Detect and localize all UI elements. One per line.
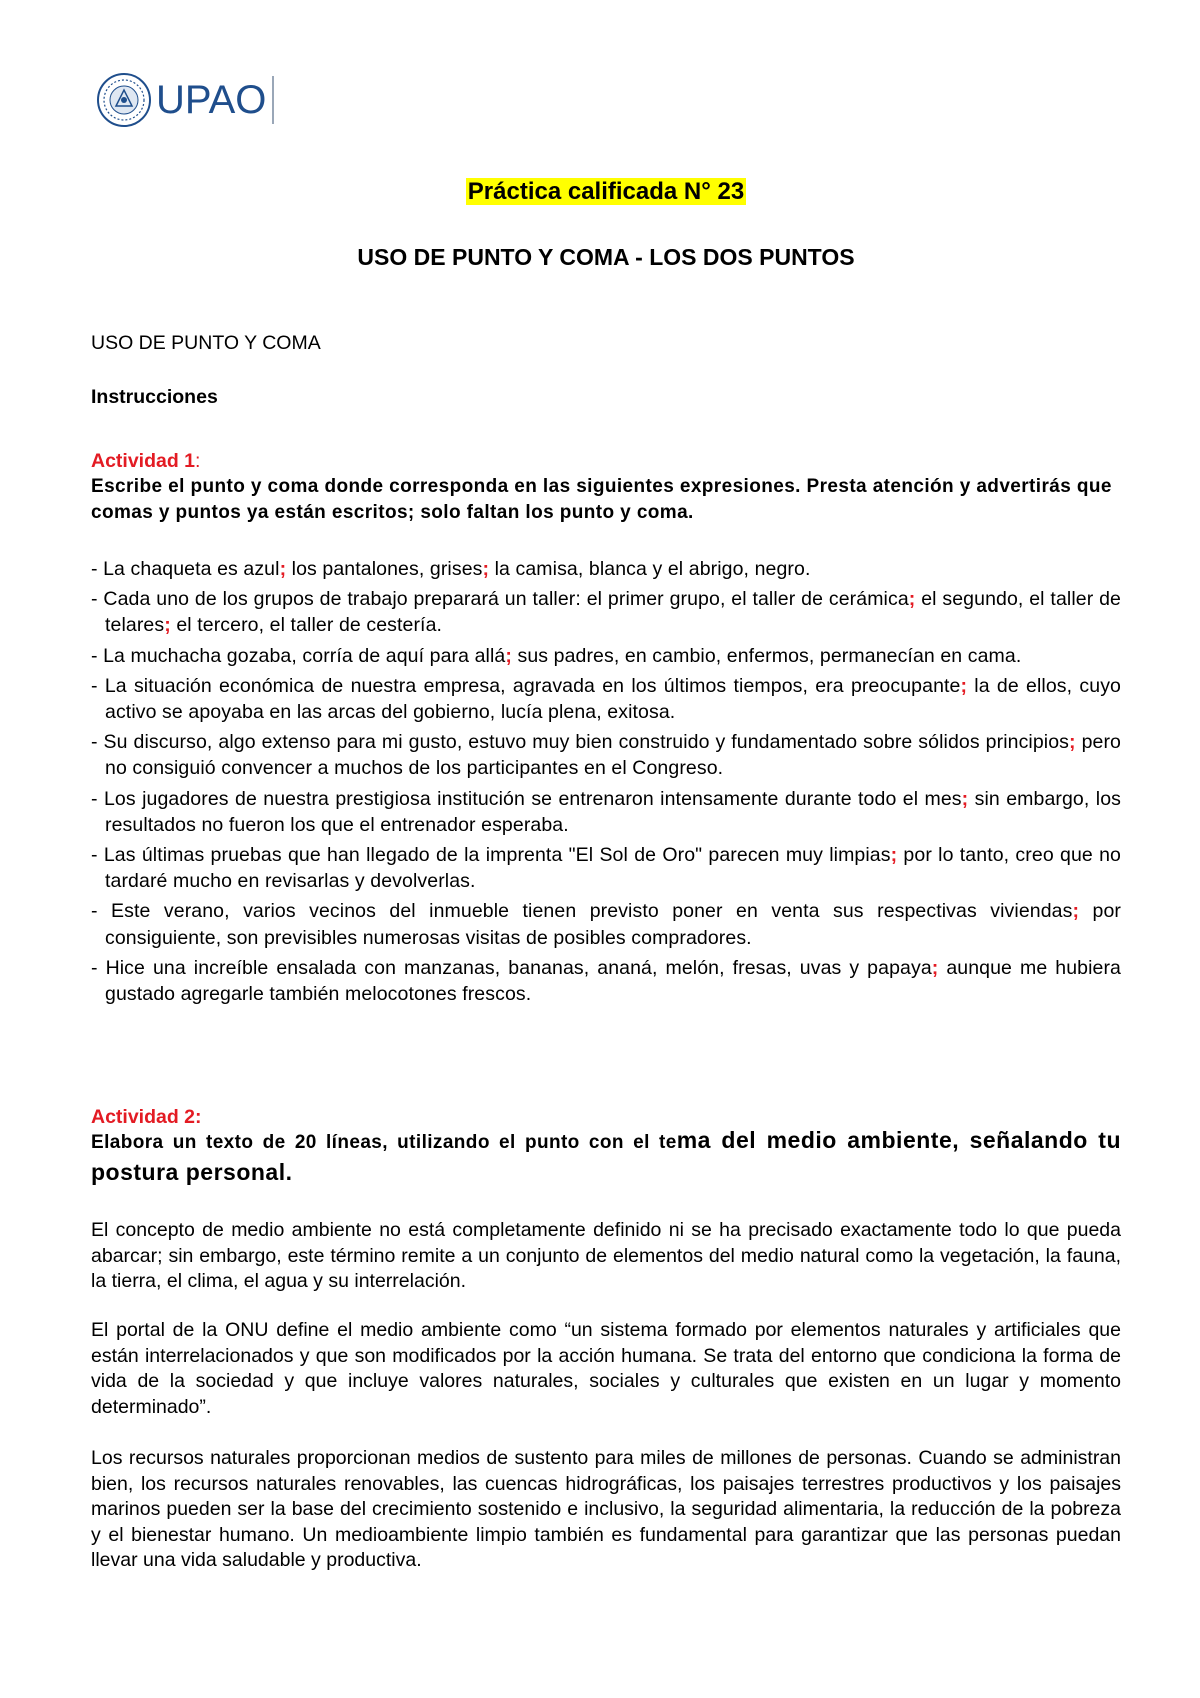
list-item: - La muchacha gozaba, corría de aquí para allá; sus padres, en cambio, enfermos, permanecían en cama.	[91, 644, 1022, 667]
list-item: - La chaqueta es azul; los pantalones, grises; la camisa, blanca y el abrigo, negro.	[91, 558, 811, 580]
paragraph: El portal de la ONU define el medio ambiente como “un sistema formado por elementos naturales y artificiales que están interrelacionados y que son modificados por la acción humana. Se trata del entorno que condiciona la forma de vida de la sociedad y que incluye valores naturales, sociales y culturales que existen en un lugar y momento determinado”.	[91, 1319, 1121, 1418]
document-subtitle: USO DE PUNTO Y COMA - LOS DOS PUNTOS	[357, 244, 855, 270]
logo-divider	[272, 76, 274, 124]
list-item: - Este verano, varios vecinos del inmueble tienen previsto poner en venta sus respectivas viviendas; por consiguiente, son previsibles numerosas visitas de posibles compradores.	[91, 900, 1121, 949]
activity2-label: Actividad 2:	[91, 1106, 202, 1128]
activity1-list	[91, 556, 1121, 1007]
activity2-instruction: Elabora un texto de 20 líneas, utilizando el punto con el tema del medio ambiente, señalando tu postura personal.	[91, 1127, 1121, 1185]
paragraph: Los recursos naturales proporcionan medios de sustento para miles de millones de personas. Cuando se administran bien, los recursos naturales renovables, las cuencas hidrográficas, los paisajes terrestres productivos y los paisajes marinos pueden ser la base del crecimiento sostenido e inclusivo, la seguridad alimentaria, la reducción de la pobreza y el bienestar humano. Un medioambiente limpio también es fundamental para garantizar que las personas puedan llevar una vida saludable y productiva.	[91, 1447, 1121, 1571]
list-item: - Su discurso, algo extenso para mi gusto, estuvo muy bien construido y fundamentado sobre sólidos principios; pero no consiguió convencer a muchos de los participantes en el Congreso.	[91, 731, 1121, 780]
list-item: - Las últimas pruebas que han llegado de la imprenta "El Sol de Oro" parecen muy limpias; por lo tanto, creo que no tardaré mucho en revisarlas y devolverlas.	[91, 844, 1121, 893]
list-item: - Cada uno de los grupos de trabajo preparará un taller: el primer grupo, el taller de cerámica; el segundo, el taller de telares; el tercero, el taller de cestería.	[91, 588, 1122, 637]
list-item: - Los jugadores de nuestra prestigiosa institución se entrenaron intensamente durante todo el mes; sin embargo, los resultados no fueron los que el entrenador esperaba.	[91, 787, 1121, 836]
logo-wordmark: UPAO	[156, 77, 267, 122]
instructions-label: Instrucciones	[91, 386, 218, 408]
list-item: - Hice una increíble ensalada con manzanas, bananas, ananá, melón, fresas, uvas y papaya; aunque me hubiera gustado agregarle también melocotones frescos.	[91, 956, 1121, 1006]
page-title: Práctica calificada N° 23	[467, 178, 745, 205]
university-seal-icon	[96, 72, 152, 128]
section-heading: USO DE PUNTO Y COMA	[91, 332, 321, 354]
upao-logo	[96, 70, 274, 130]
activity1-instruction: Escribe el punto y coma donde corresponda en las siguientes expresiones. Presta atención y advertirás que comas y puntos ya están escritos; solo faltan los punto y coma.	[91, 476, 1112, 523]
activity1-label: Actividad 1:	[91, 450, 201, 472]
list-item: - La situación económica de nuestra empresa, agravada en los últimos tiempos, era preocupante; la de ellos, cuyo activo se apoyaba en las arcas del gobierno, lucía plena, exitosa.	[91, 674, 1121, 724]
paragraph: El concepto de medio ambiente no está completamente definido ni se ha precisado exactamente todo lo que pueda abarcar; sin embargo, este término remite a un conjunto de elementos del medio natural como la vegetación, la fauna, la tierra, el clima, el agua y su interrelación.	[91, 1219, 1121, 1292]
